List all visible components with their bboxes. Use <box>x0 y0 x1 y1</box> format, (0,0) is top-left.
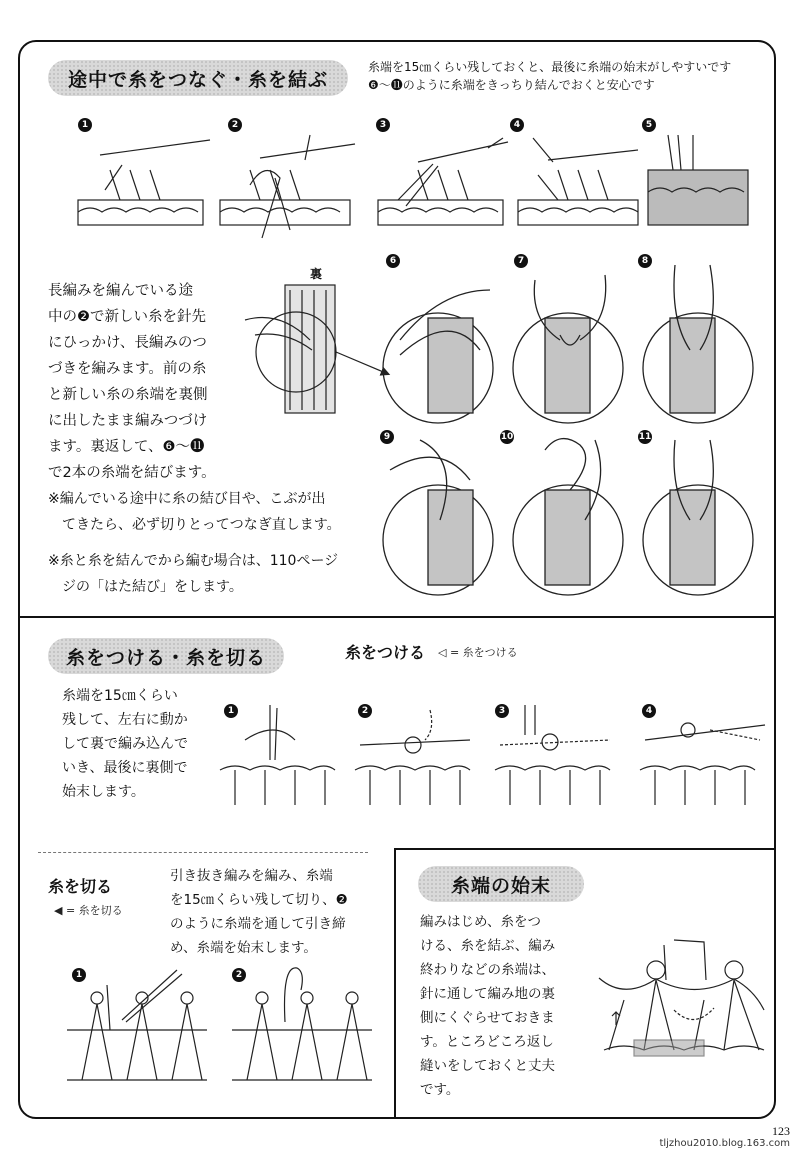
section2-subtitle: 糸をつける <box>345 643 426 662</box>
page-number: 123 <box>772 1124 790 1138</box>
step-number: 4 <box>510 118 524 132</box>
circle-6 <box>383 290 493 423</box>
fabric-strip-3 <box>378 138 508 225</box>
attach-step-1 <box>220 705 335 805</box>
circle-11 <box>643 440 753 595</box>
knot-circle-illustrations <box>380 260 780 600</box>
attach-step-3 <box>495 705 610 805</box>
fabric-strip-2 <box>220 135 355 238</box>
cut-step-2 <box>232 968 372 1080</box>
fabric-strip-1 <box>78 140 210 225</box>
attach-legend: ◁ = 糸をつける <box>438 646 518 659</box>
section2-title: 糸をつける・糸を切る <box>48 638 284 674</box>
cut-yarn-illustration <box>62 960 382 1110</box>
step-number: 7 <box>514 254 528 268</box>
circle-10 <box>513 439 623 595</box>
section1-body: 長編みを編んでいる途 中の❷で新しい糸を針先 にひっかけ、長編みのつ づきを編みます。前の糸 と新しい糸の糸端を裏側 に出したまま編みつづけ ます。裏返して、❻〜⓫ で2本の糸端を結びます。 <box>48 283 216 481</box>
weave-in-illustration <box>594 930 770 1080</box>
cut-legend: ◀ = 糸を切る <box>54 904 123 917</box>
section2-body: 糸端を15㎝くらい 残して、左右に動か して裏で編み込んで いき、最後に裏側で 始末します。 <box>62 688 188 800</box>
step-number: 1 <box>78 118 92 132</box>
fabric-strip-4 <box>518 138 638 225</box>
section3-subtitle: 糸を切る <box>48 877 113 896</box>
step-number: 6 <box>386 254 400 268</box>
step-number: 2 <box>232 968 246 982</box>
dashed-divider <box>38 852 368 853</box>
step-number: 1 <box>72 968 86 982</box>
attach-step-2 <box>355 710 470 805</box>
back-label: 裏 <box>310 267 323 281</box>
step-number: 1 <box>224 704 238 718</box>
section4-title: 糸端の始末 <box>418 866 584 902</box>
circle-8 <box>643 265 753 423</box>
section1-note: 糸端を15㎝くらい残しておくと、最後に糸端の始末がしやすいです ❻〜⓫のように糸端をきっちり結んでおくと安心です <box>368 60 732 92</box>
step-number: 3 <box>376 118 390 132</box>
step-number: 11 <box>638 432 652 442</box>
step-number: 2 <box>358 704 372 718</box>
section1-note2: ※糸と糸を結んでから編む場合は、110ページ ジの「はた結び」をします。 <box>48 553 339 595</box>
back-side-illustration <box>240 280 390 420</box>
step-number: 10 <box>500 432 514 442</box>
section3-body: 引き抜き編みを編み、糸端 を15㎝くらい残して切り、❷ のように糸端を通して引き締 め、糸端を始末します。 <box>170 868 348 956</box>
fabric-strip-5 <box>648 135 748 225</box>
circle-9 <box>383 440 493 595</box>
crochet-steps-1-5-illustration <box>70 130 770 240</box>
attach-yarn-illustration <box>215 700 775 810</box>
section-divider <box>18 616 776 618</box>
attach-step-4 <box>640 723 765 805</box>
section1-note1: ※編んでいる途中に糸の結び目や、こぶが出 てきたら、必ず切りとってつなぎ直します。 <box>48 491 341 533</box>
step-number: 9 <box>380 430 394 444</box>
step-number: 8 <box>638 254 652 268</box>
section4-body: 編みはじめ、糸をつ ける、糸を結ぶ、編み 終わりなどの糸端は、 針に通して編み地の裏 側にくぐらせておきま す。ところどころ返し 縫いをしておくと丈夫 です。 <box>420 914 556 1098</box>
cut-step-1 <box>67 970 207 1080</box>
step-number: 3 <box>495 704 509 718</box>
circle-7 <box>513 275 623 423</box>
step-number: 5 <box>642 118 656 132</box>
step-number: 4 <box>642 704 656 718</box>
section1-title: 途中で糸をつなぐ・糸を結ぶ <box>48 60 348 96</box>
step-number: 2 <box>228 118 242 132</box>
footer-url: tljzhou2010.blog.163.com <box>659 1138 790 1149</box>
